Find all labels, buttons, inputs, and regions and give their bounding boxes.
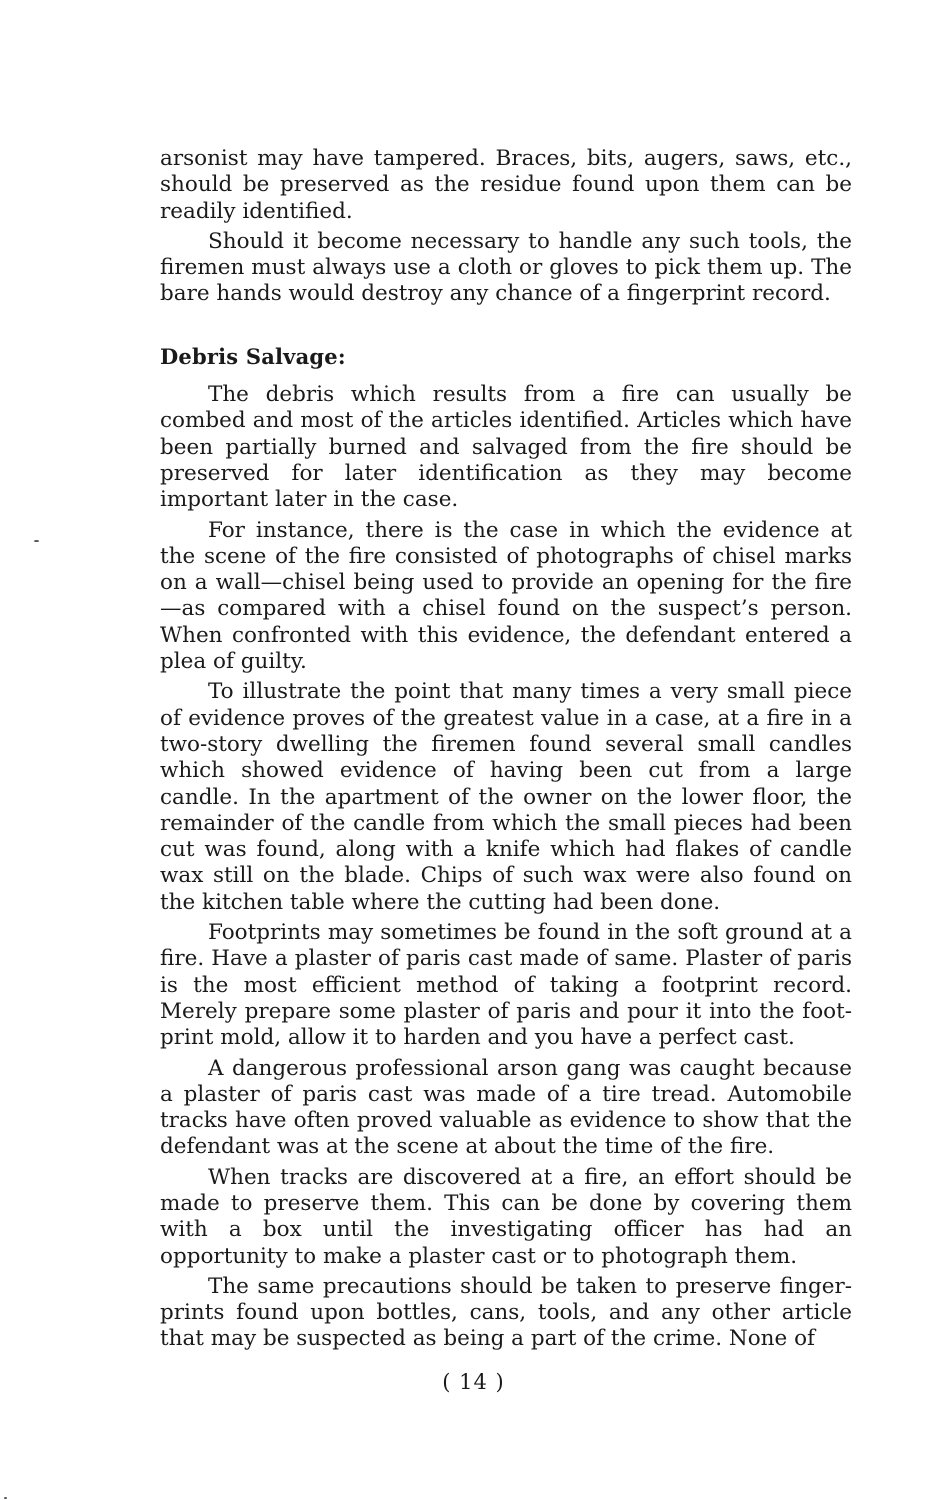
paragraph-tracks: When tracks are discovered at a fire, an effort should be made to preserve them. This can be done by covering them with a box until the investigating officer has had an opportunity to make a plaster cast or to photograph them. bbox=[160, 1164, 852, 1269]
paragraph-arson-gang: A dangerous professional arson gang was caught because a plaster of paris cast was made of a tire tread. Automobile tracks have often proved valuable as evidence to show that the defendant was at the scene at about the time of the fire. bbox=[160, 1055, 852, 1160]
scan-speck bbox=[34, 540, 39, 542]
scan-speck bbox=[4, 1497, 7, 1499]
page-number: ( 14 ) bbox=[442, 1370, 505, 1394]
paragraph-debris: The debris which results from a fire can usually be combed and most of the articles identified. Articles which have been partially burned and salvaged from the fire should be preserved for later identification as they may become important later in the case. bbox=[160, 382, 852, 513]
paragraph-tools: Should it become necessary to handle any such tools, the firemen must always use a cloth or gloves to pick them up. The bare hands would destroy any chance of a fingerprint record. bbox=[160, 228, 852, 307]
paragraph-chisel: For instance, there is the case in which the evidence at the scene of the fire consisted of photographs of chisel marks on a wall—chisel being used to provide an opening for the fire—as compared with a chisel found on the suspect’s person. When confronted with this evidence, the defendant entered a plea of guilty. bbox=[160, 517, 852, 675]
section-heading: Debris Salvage: bbox=[160, 343, 346, 369]
paragraph-candles: To illustrate the point that many times a very small piece of evidence proves of the greatest value in a case, at a fire in a two-story dwelling the firemen found several small candles which showed evidence of having been cut from a large candle. In the apartment of the owner on the lower floor, the remainder of the candle from which the small pieces had been cut was found, along with a knife which had flakes of candle wax still on the blade. Chips of such wax were also found on the kitchen table where the cutting had been done. bbox=[160, 679, 852, 915]
opening-paragraph: arsonist may have tampered. Braces, bits, augers, saws, etc., should be preserved as the residue found upon them can be readily identified. bbox=[160, 146, 852, 224]
text-column bbox=[160, 146, 852, 1353]
paragraph-fingerprints: The same precautions should be taken to preserve finger-prints found upon bottles, cans, tools, and any other article that may be suspected as being a part of the crime. None of bbox=[160, 1273, 852, 1352]
paragraph-footprints: Footprints may sometimes be found in the soft ground at a fire. Have a plaster of paris cast made of same. Plaster of paris is the most efficient method of taking a footprint record. Merely prepare some plaster of paris and pour it into the foot-print mold, allow it to harden and you have a perfect cast. bbox=[160, 920, 852, 1051]
